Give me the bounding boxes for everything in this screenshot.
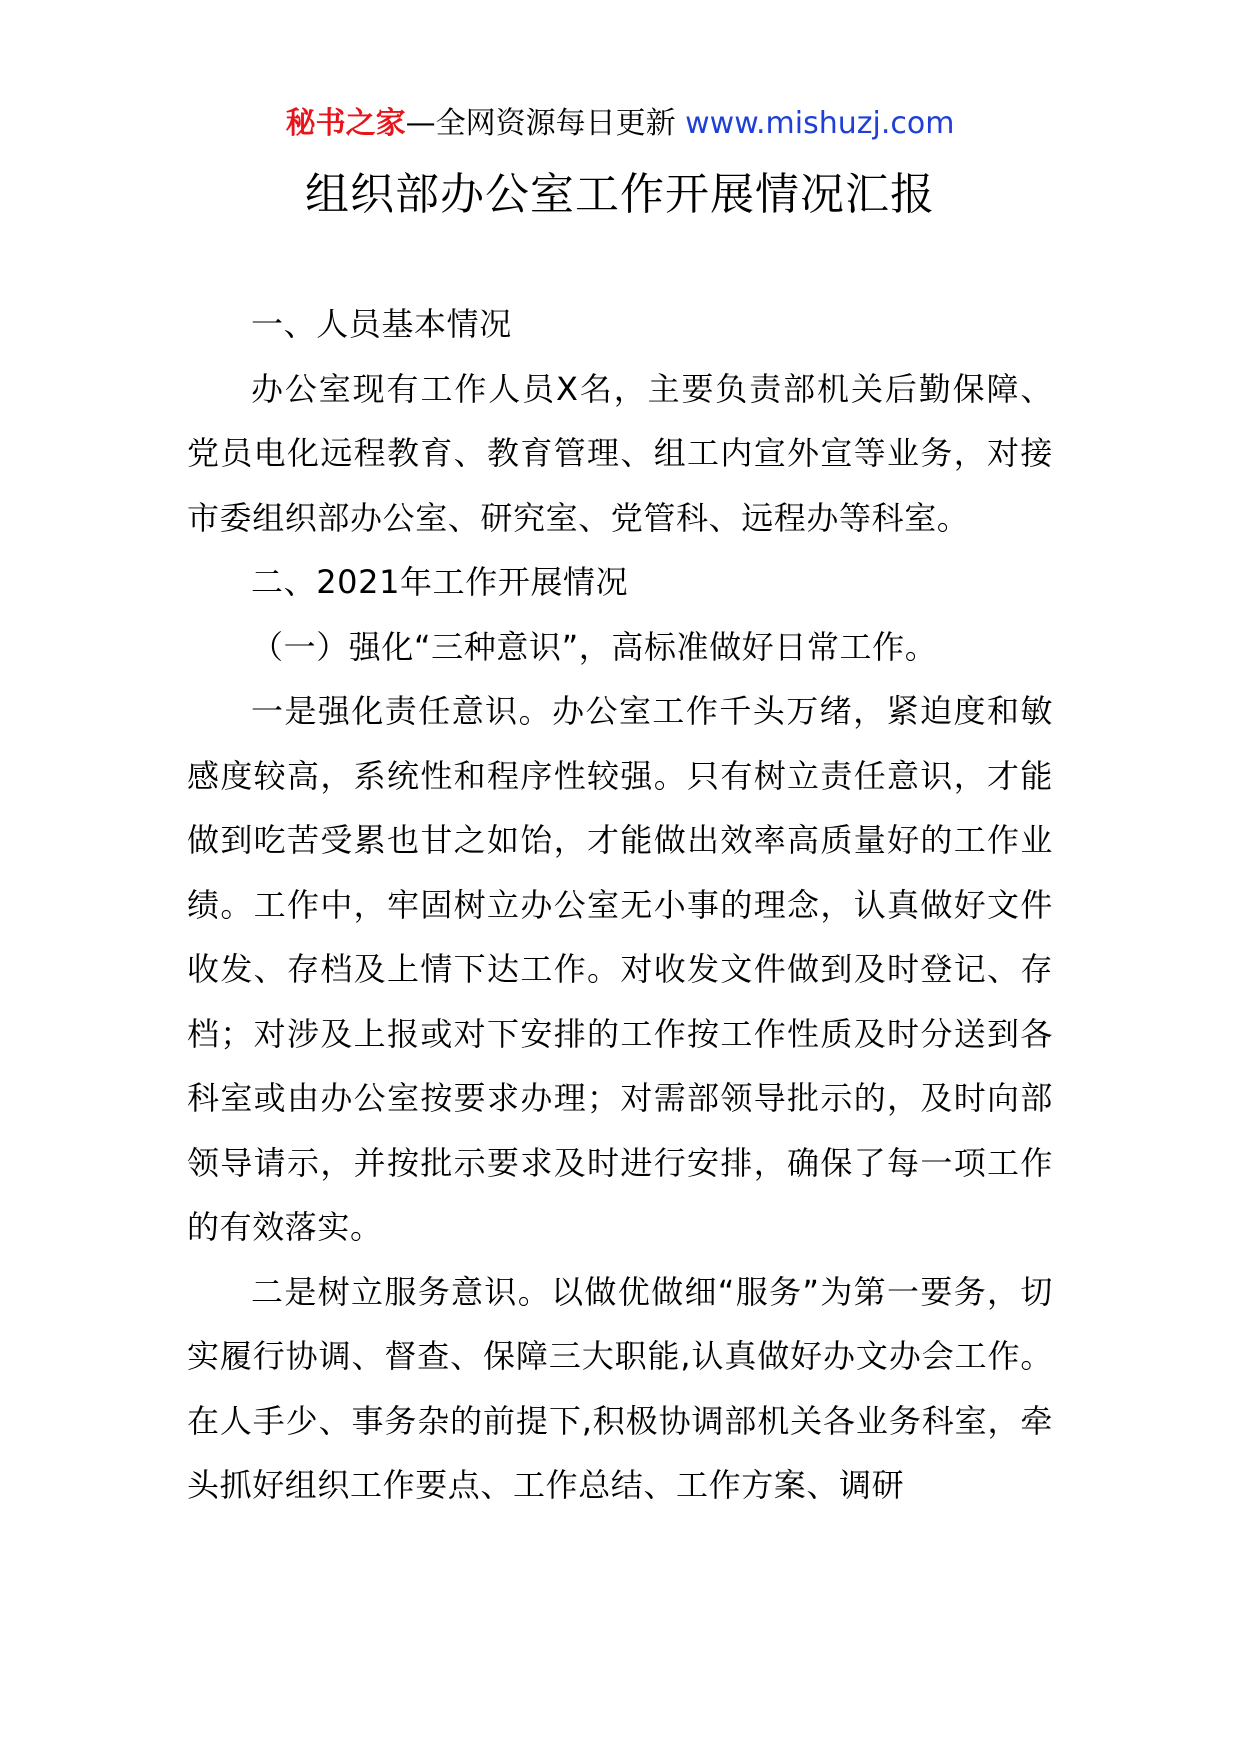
section-heading-personnel: 一、人员基本情况 <box>251 305 512 343</box>
subsection-heading-three-awareness: （一）强化“三种意识”，高标准做好日常工作。 <box>251 627 938 666</box>
section-heading-work-2021: 二、2021年工作开展情况 <box>251 563 629 601</box>
paragraph-personnel: 办公室现有工作人员X名，主要负责部机关后勤保障、党员电化远程教育、教育管理、组工内宣外宣等业务，对接市委组织部办公室、研究室、党管科、远程办等科室。 <box>187 369 1053 537</box>
site-url-link[interactable]: www.mishuzj.com <box>685 106 955 141</box>
brand-slogan: —全网资源每日更新 <box>405 106 676 141</box>
paragraph-responsibility: 一是强化责任意识。办公室工作千头万绪，紧迫度和敏感度较高，系统性和程序性较强。只有树立责任意识，才能做到吃苦受累也甘之如饴，才能做出效率高质量好的工作业绩。工作中，牢固树立办公室无小事的理念，认真做好文件收发、存档及上情下达工作。对收发文件做到及时登记、存档；对涉及上报或对下安排的工作按工作性质及时分送到各科室或由办公室按要求办理；对需部领导批示的，及时向部领导请示，并按批示要求及时进行安排，确保了每一项工作的有效落实。 <box>187 692 1053 1246</box>
paragraph-service: 二是树立服务意识。以做优做细“服务”为第一要务，切实履行协调、督查、保障三大职能,认真做好办文办会工作。在人手少、事务杂的前提下,积极协调部机关各业务科室，牵头抓好组织工作要点、工作总结、工作方案、调研 <box>187 1272 1053 1504</box>
document-body <box>187 292 1053 1518</box>
site-banner <box>0 100 1240 148</box>
brand-name: 秘书之家 <box>285 106 406 141</box>
document-title: 组织部办公室工作开展情况汇报 <box>305 169 935 220</box>
